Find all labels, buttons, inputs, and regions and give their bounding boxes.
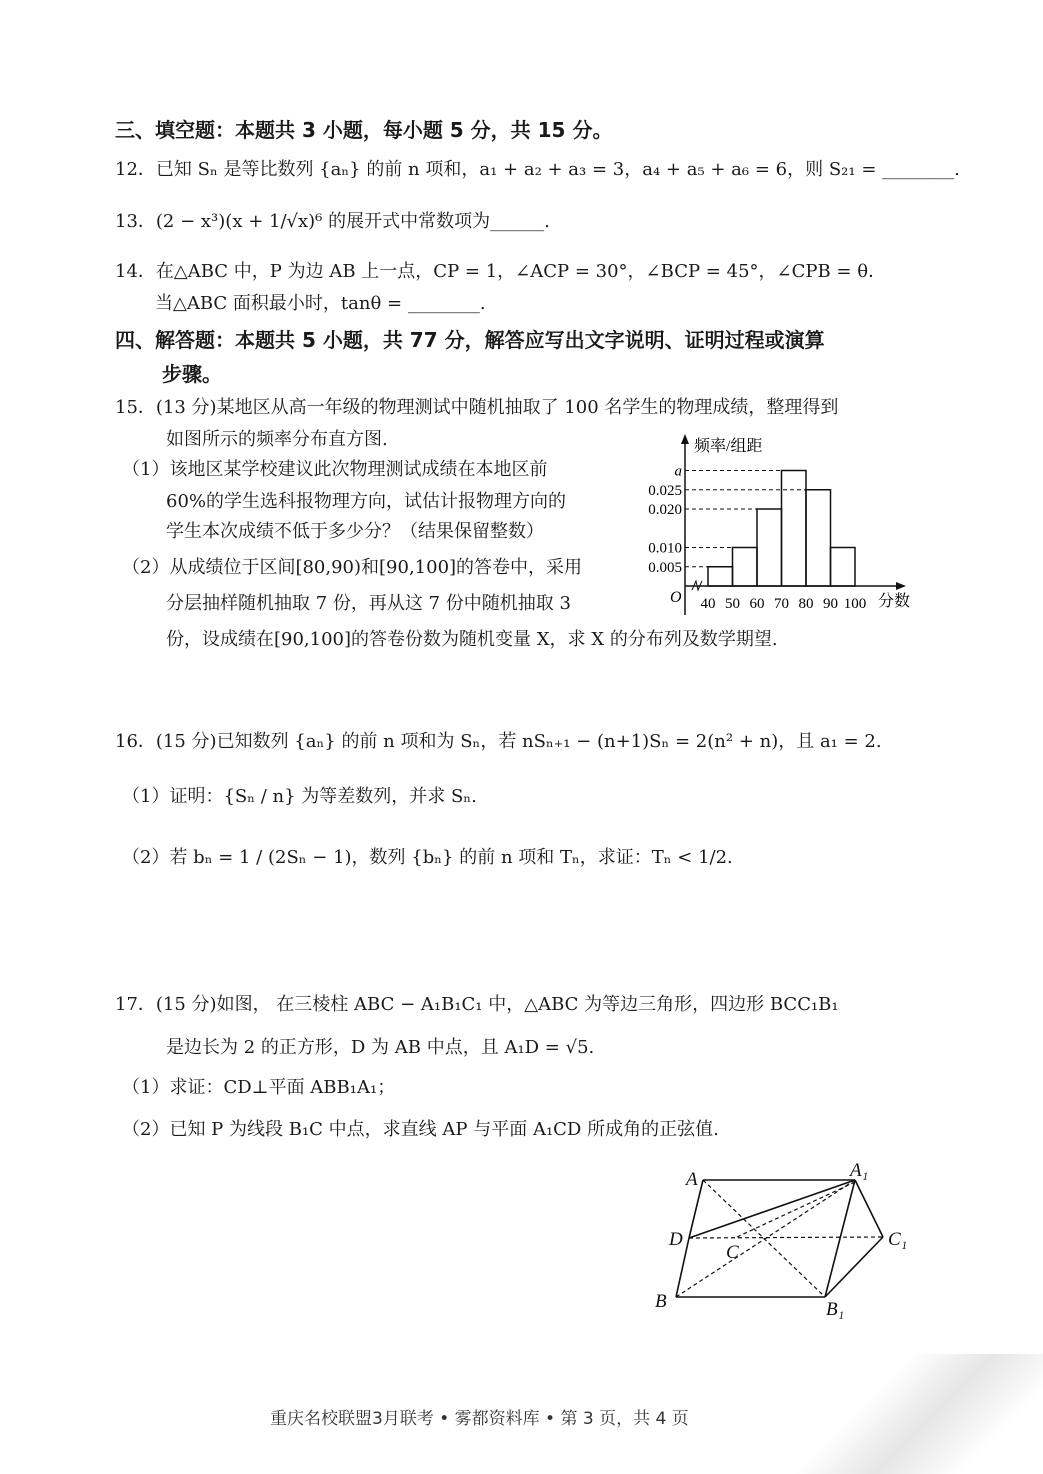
histogram-bar (831, 548, 856, 587)
x-tick-label: 50 (725, 596, 740, 612)
question-17-part-1: （1）求证：CD⊥平面 ABB₁A₁； (122, 1077, 396, 1098)
question-15-part-2: （2）从成绩位于区间[80,90)和[90,100]的答卷中，采用 (122, 557, 583, 578)
y-tick-label: 0.025 (648, 482, 682, 499)
frequency-histogram (630, 430, 930, 620)
question-12: 12．已知 Sₙ 是等比数列 {aₙ} 的前 n 项和，a₁ + a₂ + a₃ = 3，a₄ + a₅ + a₆ = 6，则 S₂₁ = ________. (115, 159, 960, 180)
page-footer: 重庆名校联盟3月联考 • 雾都资料库 • 第 3 页，共 4 页 (270, 1409, 689, 1429)
x-tick-label: 90 (823, 596, 838, 612)
y-tick-label: 0.005 (648, 559, 682, 576)
question-15-part-1: （1）该地区某学校建议此次物理测试成绩在本地区前 (122, 459, 548, 480)
question-17-line-1: 17．(15 分)如图， 在三棱柱 ABC − A₁B₁C₁ 中，△ABC 为等边三角形，四边形 BCC₁B₁ (115, 994, 839, 1015)
label-B1: B₁ (826, 1299, 845, 1320)
histogram-bar (708, 567, 733, 586)
x-axis-arrow-icon (896, 582, 906, 590)
question-14-line-2: 当△ABC 面积最小时，tanθ = ________. (155, 293, 486, 314)
question-15-line-1: 15．(13 分)某地区从高一年级的物理测试中随机抽取了 100 名学生的物理成绩，整理得到 (115, 397, 839, 418)
hidden-A-B1 (703, 1180, 825, 1297)
question-13: 13．(2 − x³)(x + 1/√x)⁶ 的展开式中常数项为______. (115, 211, 550, 232)
histogram-bar (782, 471, 807, 587)
hidden-C-A1 (737, 1182, 855, 1237)
section-3-heading: 三、填空题：本题共 3 小题，每小题 5 分，共 15 分。 (115, 118, 613, 142)
edge-C1-B1 (825, 1237, 883, 1297)
label-C: C (726, 1242, 739, 1263)
histogram-bar (733, 548, 758, 587)
y-tick-label: 0.010 (648, 540, 682, 557)
label-B: B (655, 1291, 667, 1312)
edge-A1-C1 (855, 1180, 883, 1237)
origin-label: O (670, 589, 682, 606)
hidden-D-C1 (689, 1237, 883, 1238)
page-curl (743, 1354, 1043, 1474)
question-16-line-1: 16．(15 分)已知数列 {aₙ} 的前 n 项和为 Sₙ，若 nSₙ₊₁ − (n+1)Sₙ = 2(n² + n)，且 a₁ = 2. (115, 731, 882, 752)
x-tick-label: 100 (843, 596, 867, 612)
y-tick-label: a (674, 463, 682, 480)
x-tick-label: 80 (798, 596, 814, 612)
section-4-heading: 四、解答题：本题共 5 小题，共 77 分，解答应写出文字说明、证明过程或演算 (115, 328, 825, 352)
question-15-part-2-cont: 份，设成绩在[90,100]的答卷份数为随机变量 X，求 X 的分布列及数学期望. (166, 629, 778, 650)
y-tick-label: 0.020 (648, 502, 682, 518)
question-15-line-2: 如图所示的频率分布直方图. (166, 429, 388, 450)
question-16-part-2: （2）若 bₙ = 1 / (2Sₙ − 1)，数列 {bₙ} 的前 n 项和 Tₙ，求证：Tₙ < 1/2. (122, 847, 733, 868)
question-15-part-1-cont: 学生本次成绩不低于多少分？（结果保留整数） (166, 521, 544, 542)
label-A: A (686, 1169, 698, 1190)
x-tick-label: 60 (749, 596, 765, 612)
y-axis-arrow-icon (681, 434, 689, 444)
histogram-bar (806, 490, 831, 586)
question-16-part-1: （1）证明：{Sₙ / n} 为等差数列，并求 Sₙ. (122, 786, 477, 807)
x-tick-label: 40 (700, 596, 716, 612)
label-C1: C₁ (888, 1229, 908, 1250)
edge-D-B (676, 1238, 689, 1297)
histogram-bar (757, 509, 782, 586)
question-17-line-2: 是边长为 2 的正方形，D 为 AB 中点，且 A₁D = √5. (166, 1037, 595, 1058)
edge-A1-B1 (825, 1180, 855, 1297)
label-A1: A₁ (850, 1160, 869, 1181)
x-tick-label: 70 (774, 596, 789, 612)
axis-break-icon (692, 581, 702, 590)
question-14-line-1: 14．在△ABC 中，P 为边 AB 上一点，CP = 1，∠ACP = 30°，∠BCP = 45°，∠CPB = θ． (115, 261, 887, 282)
question-15-part-2-cont: 分层抽样随机抽取 7 份，再从这 7 份中随机抽取 3 (166, 593, 571, 614)
segment-D-A1 (689, 1180, 855, 1238)
hidden-B-A1 (676, 1180, 855, 1297)
y-axis-label: 频率/组距 (694, 438, 763, 455)
edge-A-D (689, 1180, 703, 1238)
question-17-part-2: （2）已知 P 为线段 B₁C 中点，求直线 AP 与平面 A₁CD 所成角的正弦值. (122, 1119, 719, 1140)
x-axis-label: 分数 (878, 593, 911, 610)
question-15-part-1-cont: 60%的学生选科报物理方向，试估计报物理方向的 (166, 491, 567, 512)
label-D: D (669, 1229, 683, 1250)
section-4-heading-cont: 步骤。 (162, 362, 222, 386)
